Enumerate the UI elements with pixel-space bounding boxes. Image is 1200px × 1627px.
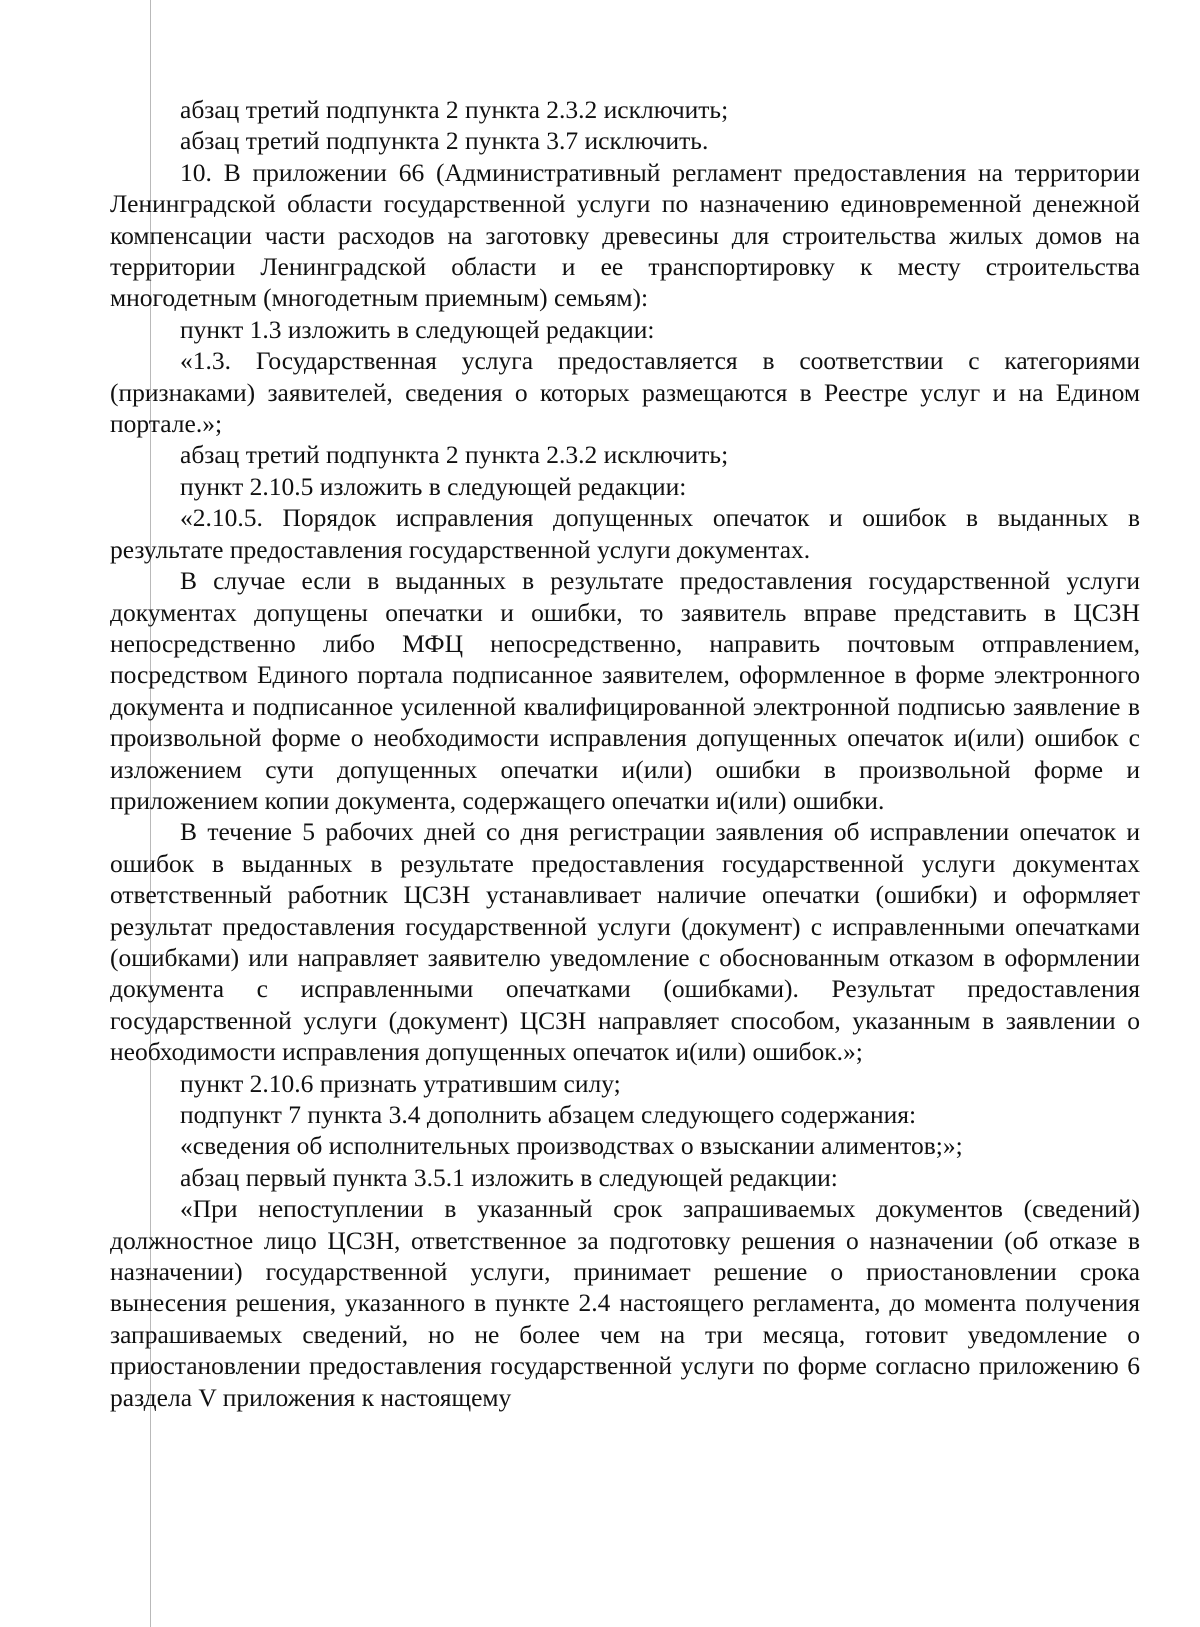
paragraph: абзац третий подпункта 2 пункта 3.7 исключить. <box>180 126 709 156</box>
paragraph: В течение 5 рабочих дней со дня регистрации заявления об исправлении опечаток и ошибок в выданных в результате предоставления государственной услуги документах ответственный работник ЦСЗН устанавливает наличие опечатки (ошибки) и оформляет результат предоставления государственной услуги (документ) с исправленными опечатками (ошибками) или направляет заявителю уведомление с обоснованным отказом в оформлении документа с исправленными опечатками (ошибками). Результат предоставления государственной услуги (документ) ЦСЗН направляет способом, указанным в заявлении о необходимости исправления допущенных опечаток и(или) ошибок.»; <box>110 817 1140 1067</box>
paragraph: подпункт 7 пункта 3.4 дополнить абзацем следующего содержания: <box>180 1100 917 1129</box>
paragraph: «При непоступлении в указанный срок запрашиваемых документов (сведений) должностное лицо ЦСЗН, ответственное за подготовку решения о назначении (об отказе в назначении) государственной услуги, принимает решение о приостановлении срока вынесения решения, указанного в пункте 2.4 настоящего регламента, до момента получения запрашиваемых сведений, но не более чем на три месяца, готовит уведомление о приостановлении предоставления государственной услуги по форме согласно приложению 6 раздела V приложения к настоящему <box>110 1194 1140 1412</box>
paragraph: пункт 2.10.5 изложить в следующей редакции: <box>180 471 687 501</box>
paragraph: абзац третий подпункта 2 пункта 2.3.2 исключить; <box>180 95 729 124</box>
paragraph: абзац первый пункта 3.5.1 изложить в следующей редакции: <box>180 1162 838 1192</box>
paragraph: В случае если в выданных в результате предоставления государственной услуги документах допущены опечатки и ошибки, то заявитель вправе представить в ЦСЗН непосредственно либо МФЦ непосредственно, направить почтовым отправлением, посредством Единого портала подписанное заявителем, оформленное в форме электронного документа и подписанное усиленной квалифицированной электронной подписью заявление в произвольной форме о необходимости исправления допущенных опечаток и(или) ошибок с изложением сути допущенных опечатки и(или) ошибки в произвольной форме и приложением копии документа, содержащего опечатки и(или) ошибки. <box>110 566 1140 815</box>
document-body <box>110 94 1140 1413</box>
paragraph: «сведения об исполнительных производствах о взыскании алиментов;»; <box>180 1131 963 1161</box>
paragraph: пункт 1.3 изложить в следующей редакции: <box>180 314 655 344</box>
paragraph: 10. В приложении 66 (Административный регламент предоставления на территории Ленинградской области государственной услуги по назначению единовременной денежной компенсации части расходов на заготовку древесины для строительства жилых домов на территории Ленинградской области и ее транспортировку к месту строительства многодетным (многодетным приемным) семьям): <box>110 157 1140 313</box>
paragraph: «1.3. Государственная услуга предоставляется в соответствии с категориями (признаками) заявителей, сведения о которых размещаются в Реестре услуг и на Едином портале.»; <box>110 346 1140 439</box>
paragraph: пункт 2.10.6 признать утратившим силу; <box>180 1068 621 1098</box>
paragraph: абзац третий подпункта 2 пункта 2.3.2 исключить; <box>180 440 729 470</box>
paragraph: «2.10.5. Порядок исправления допущенных опечаток и ошибок в выданных в результате предоставления государственной услуги документах. <box>110 503 1140 564</box>
